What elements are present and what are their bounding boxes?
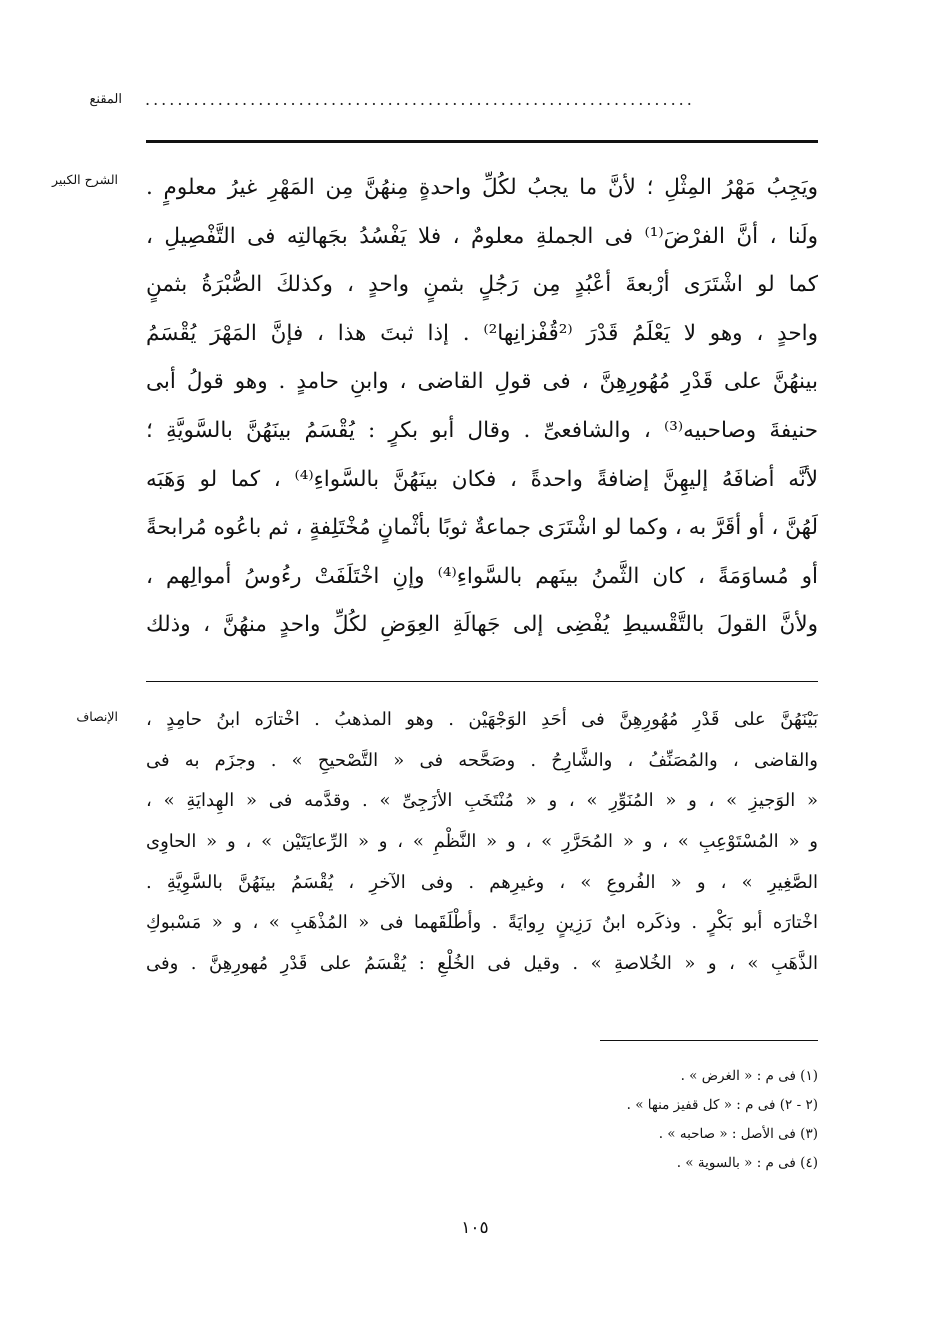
insaf-text-line: اخْتارَه أبو بَكْرٍ . وذكَره ابنُ رَزِينٍ رِوايَةً . وأطْلَقَهما فى « المُذْهَبِ » ، و « مَسْبوكِ (146, 912, 818, 934)
footnote: (٤) فى م : « بالسوية » . (676, 1155, 818, 1171)
insaf-text-line: الذَّهَبِ » ، و « الخُلاصةِ » . وقيل فى الخُلْعِ : يُقْسَمُ على قَدْرِ مُهورِهِنَّ . وفى (146, 953, 818, 975)
main-text-line: لَهُنَّ ، أو أقَرَّ به ، وكما لو اشْتَرَى جماعةٌ ثوبًا بأثْمانٍ مُخْتَلِفةٍ ، ثم باعُوه مُرابحةً (146, 515, 818, 541)
main-text-line: أو مُساوَمَةً ، كان الثَّمنُ بينَهم بالسَّواءِ⁽⁴⁾ وإنِ اخْتَلَفَتْ رءُوسُ أموالِهم ، (146, 563, 818, 589)
section-label-insaf: الإنصاف (76, 709, 118, 724)
main-text-line: واحدٍ ، وهو لا يَعْلَمُ قَدْرَ ⁽²قُفْزانِها²⁾ . إذا ثبتَ هذا ، فإنَّ المَهْرَ يُقْسَمُ (146, 320, 818, 346)
footnote: (١) فى م : « الغرض » . (680, 1068, 818, 1084)
main-text-line: ولَنا ، أنَّ الفرْضَ⁽¹⁾ فى الجملةِ معلومٌ ، فلا يَفْسُدُ بجَهالتِه فى التَّفْصِيلِ ، (146, 223, 818, 249)
footnote-divider (600, 1040, 818, 1041)
section-divider (146, 681, 818, 682)
header-leader-dots: .................................................................... (145, 90, 695, 109)
running-header-title: المقنع (89, 92, 122, 107)
main-text-line: بينهُنَّ على قَدْرِ مُهُورِهِنَّ ، فى قولِ القاضى ، وابنِ حامدٍ . وهو قولُ أبى (146, 369, 818, 395)
footnote: (٢ - ٢) فى م : « كل قفيز منها » . (626, 1097, 818, 1113)
insaf-text-line: و « المُسْتَوْعِبِ » ، و « المُحَرَّرِ » ، و « النَّظْمِ » ، و « الرِّعايَتَيْن » ، و « الحاوِى (146, 831, 818, 853)
main-text-line: لأنَّه أضافَهُ إليهِنَّ إضافةً واحدةً ، فكان بينَهُنَّ بالسَّواءِ⁽⁴⁾ ، كما لو وَهَبَه (146, 466, 818, 492)
main-text-line: ولأنَّ القولَ بالتَّقْسيطِ يُفْضِى إلى جَهالَةِ العِوَضِ لكُلِّ واحدٍ منهُنَّ ، وذلك (146, 612, 818, 638)
main-text-block (146, 164, 818, 650)
footnotes (450, 1062, 818, 1178)
insaf-text-line: بَيْنَهُنَّ على قَدْرِ مُهُورِهِنَّ فى أحَدِ الوَجْهَيْن . وهو المذهبُ . اخْتارَه ابنُ حامِدٍ ، (146, 709, 818, 730)
insaf-text-line: والقاضى ، والمُصَنِّفُ ، والشَّارِحُ . وصَحَّحه فى « التَّصْحيحِ » . وجزَم به فى (146, 749, 818, 771)
main-text-line: كما لو اشْتَرَى أرْبعةَ أعْبُدٍ مِن رَجُلٍ بثمنٍ واحدٍ ، وكذلكَ الصُّبْرَةُ بثمنٍ (146, 272, 818, 298)
main-text-line: حنيفةَ وصاحبيه⁽³⁾ ، والشافعىِّ . وقال أبو بكرٍ : يُقْسَمُ بينَهُنَّ بالسَّويَّةِ ؛ (146, 417, 818, 443)
insaf-text-block (146, 700, 818, 985)
main-text-line: ويَجِبُ مَهْرُ المِثْلِ ؛ لأنَّ ما يجبُ لكُلِّ واحدةٍ مِنهُنَّ مِن المَهْرِ غيرُ معلومٍ . (146, 175, 818, 200)
header-rule (146, 140, 818, 143)
section-label-sharh: الشرح الكبير (52, 172, 118, 187)
page-number: ١٠٥ (461, 1218, 489, 1238)
insaf-text-line: « الوَجيزِ » ، و « المُنَوِّرِ » ، و « مُنْتَخَبِ الأزَجِىِّ » . وقدَّمه فى « الهِدايَةِ » ، (146, 790, 818, 812)
insaf-text-line: الصَّغِيرِ » ، و « الفُروعِ » ، وغيرِهم . وفى الآخرِ ، يُقْسَمُ بينَهُنَّ بالسَّوِيَّةِ . (146, 871, 818, 893)
footnote: (٣) فى الأصل : « صاحبه » . (658, 1126, 818, 1142)
